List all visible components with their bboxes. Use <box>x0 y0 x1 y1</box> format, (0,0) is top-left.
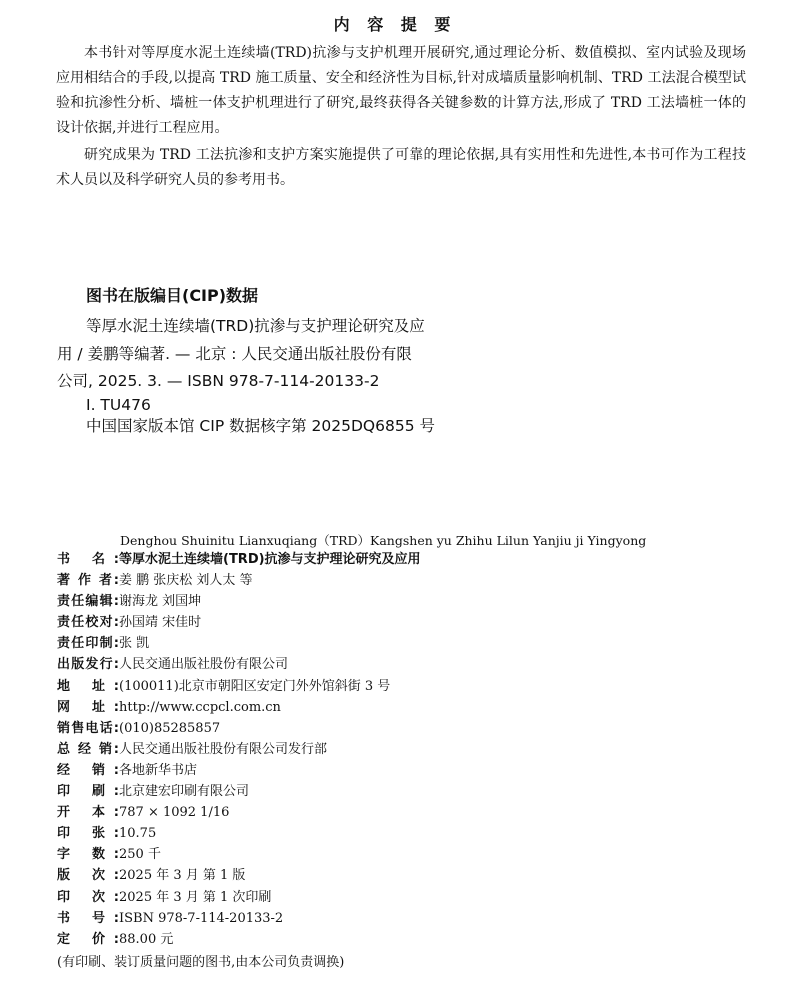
colophon-value: 10.75 <box>119 826 157 842</box>
colophon-label: 总 经 销: <box>57 741 119 757</box>
colophon-value: 张 凯 <box>119 636 150 652</box>
colophon-value: 各地新华书店 <box>119 762 198 778</box>
colophon-row <box>57 633 421 654</box>
colophon-value: 250 千 <box>119 847 161 863</box>
abstract-paragraph-2: 研究成果为 TRD 工法抗渗和支护方案实施提供了可靠的理论依据,具有实用性和先进性,本书可作为工程技术人员以及科学研究人员的参考用书。 <box>56 147 746 188</box>
colophon-row <box>57 676 421 697</box>
colophon-table <box>57 549 421 950</box>
cip-line: 等厚水泥土连续墙(TRD)抗渗与支护理论研究及应 <box>86 317 425 335</box>
colophon-row <box>57 612 421 633</box>
colophon-row <box>57 781 421 802</box>
colophon-value: 孙国靖 宋佳时 <box>119 615 202 631</box>
colophon-value: (010)85285857 <box>119 720 221 736</box>
cip-classification: Ⅰ. TU476 <box>86 396 151 414</box>
abstract-title: 内 容 提 要 <box>333 15 457 34</box>
cip-record-number: 中国国家版本馆 CIP 数据核字第 2025DQ6855 号 <box>86 417 435 435</box>
colophon-label: 字 数: <box>57 847 119 863</box>
colophon-label: 地 址: <box>57 678 119 694</box>
colophon-row <box>57 697 421 718</box>
colophon-row <box>57 844 421 865</box>
pinyin-title: Denghou Shuinitu Lianxuqiang（TRD）Kangshen yu Zhihu Lilun Yanjiu ji Yingyong <box>120 533 647 548</box>
colophon-row <box>57 591 421 612</box>
colophon-value: 姜 鹏 张庆松 刘人太 等 <box>119 573 253 589</box>
colophon-row <box>57 718 421 739</box>
colophon-label: 责任编辑: <box>57 594 119 610</box>
colophon-row <box>57 908 421 929</box>
colophon-value: ISBN 978-7-114-20133-2 <box>119 910 284 926</box>
colophon-label: 销售电话: <box>57 720 119 736</box>
colophon-label: 印 刷: <box>57 784 119 800</box>
colophon-row <box>57 823 421 844</box>
colophon-row <box>57 865 421 886</box>
colophon-value: 等厚水泥土连续墙(TRD)抗渗与支护理论研究及应用 <box>119 552 421 567</box>
colophon-label: 责任校对: <box>57 615 119 631</box>
colophon-label: 网 址: <box>57 699 119 715</box>
quality-notice: (有印刷、装订质量问题的图书,由本公司负责调换) <box>57 955 345 970</box>
cip-heading: 图书在版编目(CIP)数据 <box>86 286 259 305</box>
colophon-row <box>57 549 421 570</box>
colophon-row <box>57 570 421 591</box>
colophon-label: 出版发行: <box>57 657 119 673</box>
colophon-value: 2025 年 3 月 第 1 次印刷 <box>119 889 272 905</box>
colophon-label: 著 作 者: <box>57 573 119 589</box>
colophon-label: 定 价: <box>57 931 119 947</box>
colophon-label: 印 次: <box>57 889 119 905</box>
colophon-value: 2025 年 3 月 第 1 版 <box>119 868 246 884</box>
colophon-label: 责任印制: <box>57 636 119 652</box>
colophon-row <box>57 802 421 823</box>
colophon-value: (100011)北京市朝阳区安定门外外馆斜街 3 号 <box>119 678 391 694</box>
colophon-label: 经 销: <box>57 762 119 778</box>
colophon-label: 印 张: <box>57 826 119 842</box>
colophon-row <box>57 654 421 675</box>
colophon-value: 88.00 元 <box>119 931 174 947</box>
colophon-value: 人民交通出版社股份有限公司 <box>119 657 289 673</box>
colophon-row <box>57 929 421 950</box>
colophon-value: 谢海龙 刘国坤 <box>119 594 202 610</box>
colophon-value: 北京建宏印刷有限公司 <box>119 784 250 800</box>
colophon-label: 版 次: <box>57 868 119 884</box>
colophon-label: 开 本: <box>57 805 119 821</box>
colophon-row <box>57 739 421 760</box>
colophon-label: 书 名: <box>57 552 119 567</box>
colophon-label: 书 号: <box>57 910 119 926</box>
colophon-row <box>57 760 421 781</box>
colophon-row <box>57 887 421 908</box>
cip-line: 用 / 姜鹏等编著. — 北京 : 人民交通出版社股份有限 <box>57 345 412 363</box>
cip-line: 公司, 2025. 3. — ISBN 978-7-114-20133-2 <box>57 372 380 390</box>
colophon-value: 人民交通出版社股份有限公司发行部 <box>119 741 328 757</box>
abstract-paragraph-1: 本书针对等厚度水泥土连续墙(TRD)抗渗与支护机理开展研究,通过理论分析、数值模拟、室内试验及现场应用相结合的手段,以提高 TRD 施工质量、安全和经济性为目标,针对成墙质量影响机制、TRD 工法混合模型试验和抗渗性分析、墙桩一体支护机理进行了研究,最终获得各关键参数的计算方法,形成了 TRD 工法墙桩一体的设计依据,并进行工程应用。 <box>56 45 746 136</box>
colophon-value: 787 × 1092 1/16 <box>119 805 230 821</box>
website-link[interactable]: http://www.ccpcl.com.cn <box>119 699 281 715</box>
